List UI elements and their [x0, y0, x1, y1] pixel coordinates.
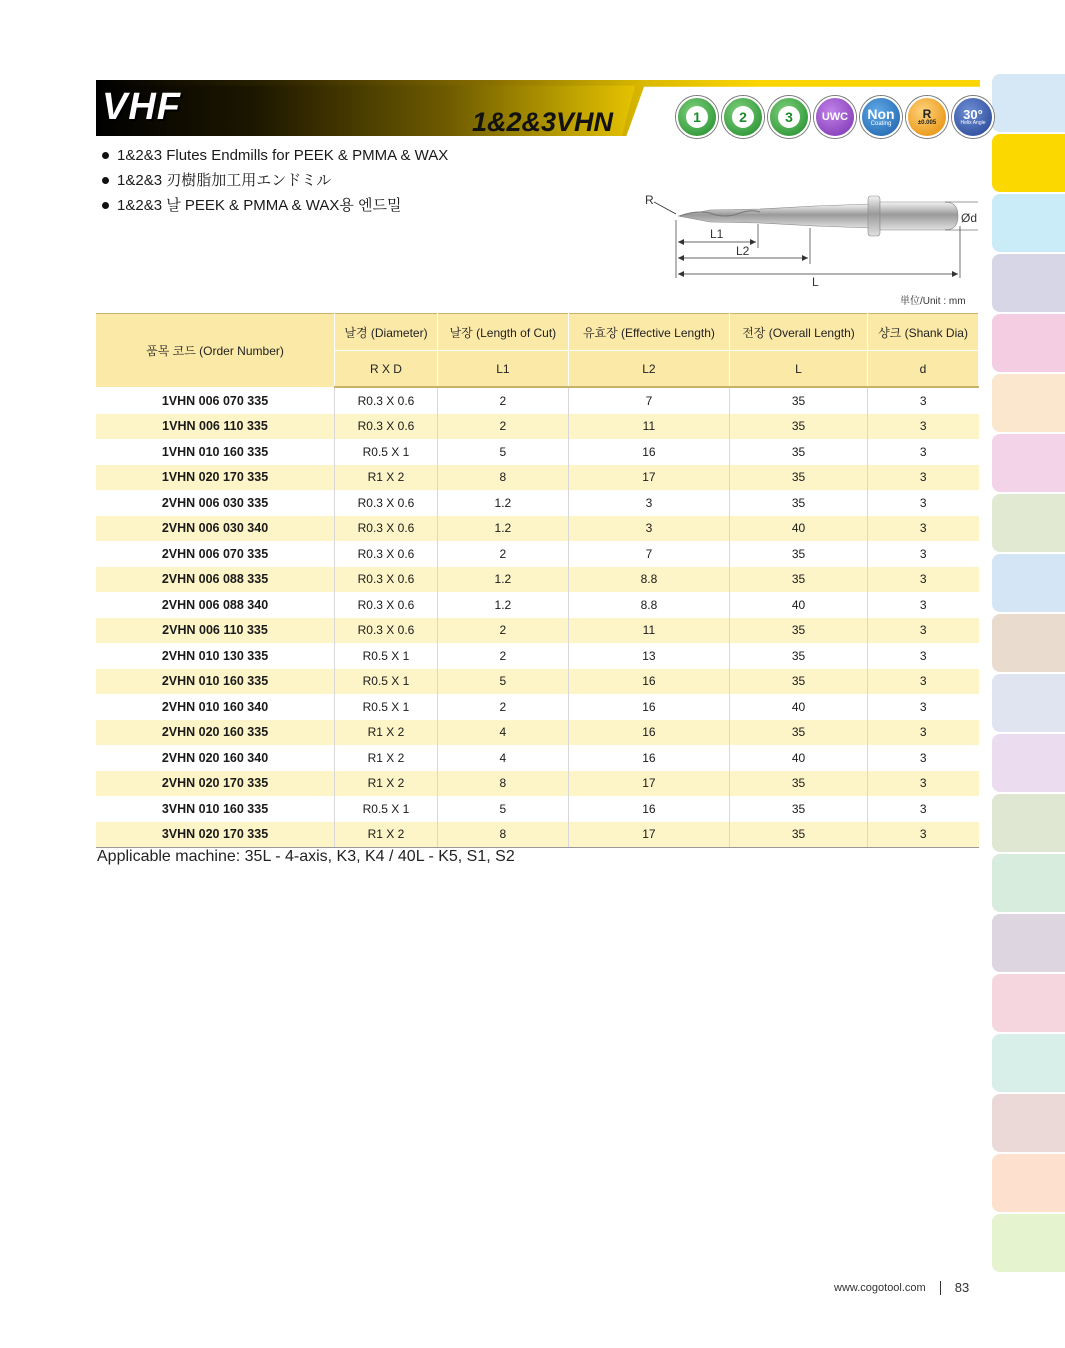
one-flute-icon: 1 — [676, 96, 718, 138]
length-of-cut-cell: 8 — [437, 465, 568, 491]
diameter-cell: R1 X 2 — [335, 465, 438, 491]
effective-length-cell: 16 — [568, 796, 729, 822]
shank-dia-cell: 3 — [919, 699, 927, 714]
overall-length-cell: 35 — [730, 720, 868, 746]
diameter-cell: R0.3 X 0.6 — [335, 618, 438, 644]
table-row — [96, 439, 979, 465]
d-subheader: d — [868, 351, 979, 388]
page-footer — [834, 1280, 969, 1295]
effective-length-cell: 3 — [568, 490, 729, 516]
diagram-label-l2: L2 — [736, 244, 750, 258]
overall-length-cell: 35 — [730, 822, 868, 848]
overall-length-cell: 35 — [730, 643, 868, 669]
section-tab-8[interactable] — [992, 494, 1065, 552]
length-of-cut-cell: 8 — [437, 771, 568, 797]
overall-length-cell: 35 — [730, 541, 868, 567]
table-row — [96, 822, 979, 848]
order-number-cell: 1VHN 020 170 335 — [96, 465, 335, 491]
overall-length-cell: 35 — [730, 439, 868, 465]
page-number: 83 — [954, 1280, 970, 1295]
effective-length-cell: 8.8 — [568, 567, 729, 593]
overall-length-cell: 35 — [730, 796, 868, 822]
shank-dia-cell: 3 — [919, 648, 927, 663]
overall-length-cell: 35 — [730, 567, 868, 593]
section-tab-7[interactable] — [992, 434, 1065, 492]
overall-length-cell: 40 — [730, 592, 868, 618]
section-tab-2[interactable] — [992, 134, 1065, 192]
effective-length-cell: 13 — [568, 643, 729, 669]
section-tab-17[interactable] — [992, 1034, 1065, 1092]
length-of-cut-cell: 1.2 — [437, 567, 568, 593]
order-number-cell: 3VHN 020 170 335 — [96, 822, 335, 848]
diameter-cell: R1 X 2 — [335, 720, 438, 746]
order-number-cell: 3VHN 010 160 335 — [96, 796, 335, 822]
shank-dia-cell: 3 — [868, 822, 979, 848]
diameter-cell: R0.3 X 0.6 — [335, 490, 438, 516]
table-row — [96, 414, 979, 440]
diameter-cell: R0.3 X 0.6 — [335, 387, 438, 414]
diameter-cell: R0.3 X 0.6 — [335, 567, 438, 593]
shank-dia-cell: 3 — [919, 393, 927, 408]
section-tab-9[interactable] — [992, 554, 1065, 612]
section-tab-6[interactable] — [992, 374, 1065, 432]
diagram-label-d: Ød — [961, 211, 978, 225]
order-number-cell: 1VHN 006 070 335 — [96, 387, 335, 414]
effective-length-cell: 16 — [568, 745, 729, 771]
effective-length-cell: 7 — [568, 387, 729, 414]
effective-length-cell: 17 — [568, 465, 729, 491]
table-row — [96, 643, 979, 669]
shank-dia-cell: 3 — [868, 567, 979, 593]
model-title: 1&2&3VHN — [472, 107, 614, 137]
order-number-cell: 2VHN 010 160 340 — [96, 694, 335, 720]
shank-dia-cell: 3 — [868, 720, 979, 746]
section-tabs — [992, 74, 1065, 1274]
length-of-cut-header: 날장 (Length of Cut) — [437, 314, 568, 351]
shank-dia-header: 샹크 (Shank Dia) — [868, 314, 979, 351]
length-of-cut-cell: 4 — [437, 745, 568, 771]
feature-japanese: 1&2&3 刃樹脂加工用エンドミル — [100, 171, 448, 196]
length-of-cut-cell: 2 — [437, 414, 568, 440]
diameter-cell: R1 X 2 — [335, 771, 438, 797]
effective-length-cell: 7 — [568, 541, 729, 567]
overall-length-cell: 35 — [730, 490, 868, 516]
order-number-header: 품목 코드 (Order Number) — [96, 314, 335, 388]
order-number-cell: 2VHN 006 110 335 — [96, 618, 335, 644]
effective-length-cell: 8.8 — [568, 592, 729, 618]
overall-length-cell: 35 — [730, 771, 868, 797]
shank-dia-cell: 3 — [868, 414, 979, 440]
order-number-cell: 2VHN 010 130 335 — [96, 643, 335, 669]
non-coating-icon: Non Coating — [860, 96, 902, 138]
section-tab-4[interactable] — [992, 254, 1065, 312]
shank-dia-cell: 3 — [919, 750, 927, 765]
section-tab-12[interactable] — [992, 734, 1065, 792]
website-link[interactable]: www.cogotool.com — [834, 1281, 926, 1294]
unit-note: 単位/Unit : mm — [900, 296, 966, 307]
overall-length-cell: 35 — [730, 618, 868, 644]
effective-length-cell: 16 — [568, 720, 729, 746]
section-tab-10[interactable] — [992, 614, 1065, 672]
overall-length-cell: 35 — [730, 669, 868, 695]
footer-divider — [940, 1281, 941, 1295]
section-tab-1[interactable] — [992, 74, 1065, 132]
section-tab-14[interactable] — [992, 854, 1065, 912]
l1-subheader: L1 — [437, 351, 568, 388]
diameter-cell: R0.3 X 0.6 — [335, 541, 438, 567]
diagram-label-l1: L1 — [710, 227, 724, 241]
section-tab-15[interactable] — [992, 914, 1065, 972]
l-subheader: L — [730, 351, 868, 388]
effective-length-cell: 3 — [568, 516, 729, 542]
shank-dia-cell: 3 — [919, 444, 927, 459]
table-row — [96, 465, 979, 491]
overall-length-cell: 40 — [730, 745, 868, 771]
order-number-cell: 2VHN 006 088 340 — [96, 592, 335, 618]
order-number-cell: 2VHN 020 170 335 — [96, 771, 335, 797]
overall-length-cell: 40 — [730, 694, 868, 720]
length-of-cut-cell: 2 — [437, 643, 568, 669]
section-tab-16[interactable] — [992, 974, 1065, 1032]
shank-dia-cell: 3 — [919, 801, 927, 816]
diameter-cell: R0.3 X 0.6 — [335, 516, 438, 542]
shank-dia-cell: 3 — [919, 546, 927, 561]
table-row — [96, 669, 979, 695]
length-of-cut-cell: 1.2 — [437, 490, 568, 516]
shank-dia-cell: 3 — [919, 597, 927, 612]
feature-english: 1&2&3 Flutes Endmills for PEEK & PMMA & WAX — [100, 146, 448, 171]
order-number-cell: 2VHN 020 160 335 — [96, 720, 335, 746]
length-of-cut-cell: 8 — [437, 822, 568, 848]
overall-length-header: 전장 (Overall Length) — [730, 314, 868, 351]
length-of-cut-cell: 1.2 — [437, 516, 568, 542]
overall-length-cell: 35 — [730, 465, 868, 491]
table-row — [96, 490, 979, 516]
table-row — [96, 567, 979, 593]
effective-length-cell: 11 — [568, 618, 729, 644]
length-of-cut-cell: 1.2 — [437, 592, 568, 618]
section-tab-19[interactable] — [992, 1154, 1065, 1212]
l2-subheader: L2 — [568, 351, 729, 388]
diagram-label-l: L — [812, 275, 819, 289]
diameter-cell: R1 X 2 — [335, 745, 438, 771]
diameter-subheader: R X D — [335, 351, 438, 388]
shank-dia-cell: 3 — [919, 495, 927, 510]
table-row — [96, 694, 979, 720]
section-tab-13[interactable] — [992, 794, 1065, 852]
diameter-cell: R0.5 X 1 — [335, 439, 438, 465]
three-flute-icon: 3 — [768, 96, 810, 138]
shank-dia-cell: 3 — [868, 465, 979, 491]
overall-length-cell: 35 — [730, 387, 868, 414]
effective-length-cell: 16 — [568, 439, 729, 465]
order-number-cell: 2VHN 020 160 340 — [96, 745, 335, 771]
section-tab-3[interactable] — [992, 194, 1065, 252]
effective-length-cell: 11 — [568, 414, 729, 440]
diameter-cell: R0.5 X 1 — [335, 669, 438, 695]
table-row — [96, 720, 979, 746]
length-of-cut-cell: 5 — [437, 669, 568, 695]
series-title: VHF — [102, 86, 181, 128]
table-row — [96, 618, 979, 644]
uwc-icon: UWC — [814, 96, 856, 138]
feature-list — [100, 146, 448, 221]
length-of-cut-cell: 5 — [437, 796, 568, 822]
shank-dia-cell: 3 — [868, 771, 979, 797]
diameter-cell: R0.5 X 1 — [335, 643, 438, 669]
feature-korean: 1&2&3 날 PEEK & PMMA & WAX용 엔드밀 — [100, 196, 448, 221]
shank-dia-cell: 3 — [868, 669, 979, 695]
two-flute-icon: 2 — [722, 96, 764, 138]
overall-length-cell: 40 — [730, 516, 868, 542]
section-tab-18[interactable] — [992, 1094, 1065, 1152]
table-row — [96, 516, 979, 542]
diameter-cell: R0.3 X 0.6 — [335, 592, 438, 618]
endmill-diagram — [640, 186, 980, 296]
table-row — [96, 592, 979, 618]
length-of-cut-cell: 2 — [437, 694, 568, 720]
table-row — [96, 796, 979, 822]
effective-length-header: 유효장 (Effective Length) — [568, 314, 729, 351]
order-number-cell: 1VHN 010 160 335 — [96, 439, 335, 465]
order-number-cell: 2VHN 006 088 335 — [96, 567, 335, 593]
feature-badges — [676, 96, 994, 138]
page-header — [96, 80, 986, 137]
section-tab-11[interactable] — [992, 674, 1065, 732]
order-number-cell: 2VHN 006 030 335 — [96, 490, 335, 516]
effective-length-cell: 17 — [568, 771, 729, 797]
effective-length-cell: 17 — [568, 822, 729, 848]
effective-length-cell: 16 — [568, 694, 729, 720]
length-of-cut-cell: 5 — [437, 439, 568, 465]
diameter-cell: R0.3 X 0.6 — [335, 414, 438, 440]
diameter-cell: R0.5 X 1 — [335, 694, 438, 720]
overall-length-cell: 35 — [730, 414, 868, 440]
section-tab-20[interactable] — [992, 1214, 1065, 1272]
order-number-cell: 2VHN 006 030 340 — [96, 516, 335, 542]
effective-length-cell: 16 — [568, 669, 729, 695]
spec-table — [96, 313, 979, 848]
section-tab-5[interactable] — [992, 314, 1065, 372]
shank-dia-cell: 3 — [868, 618, 979, 644]
r-tolerance-icon: R ±0.005 — [906, 96, 948, 138]
length-of-cut-cell: 2 — [437, 618, 568, 644]
table-row — [96, 745, 979, 771]
order-number-cell: 2VHN 010 160 335 — [96, 669, 335, 695]
table-row — [96, 771, 979, 797]
applicable-machine: Applicable machine: 35L - 4-axis, K3, K4 / 40L - K5, S1, S2 — [97, 848, 515, 865]
diameter-cell: R0.5 X 1 — [335, 796, 438, 822]
table-row — [96, 387, 979, 414]
shank-dia-cell: 3 — [868, 516, 979, 542]
table-row — [96, 541, 979, 567]
length-of-cut-cell: 4 — [437, 720, 568, 746]
diameter-header: 날경 (Diameter) — [335, 314, 438, 351]
diagram-label-r: R — [645, 193, 654, 207]
helix-angle-icon: 30° Helix Angle — [952, 96, 994, 138]
order-number-cell: 2VHN 006 070 335 — [96, 541, 335, 567]
order-number-cell: 1VHN 006 110 335 — [96, 414, 335, 440]
length-of-cut-cell: 2 — [437, 541, 568, 567]
diameter-cell: R1 X 2 — [335, 822, 438, 848]
length-of-cut-cell: 2 — [437, 387, 568, 414]
